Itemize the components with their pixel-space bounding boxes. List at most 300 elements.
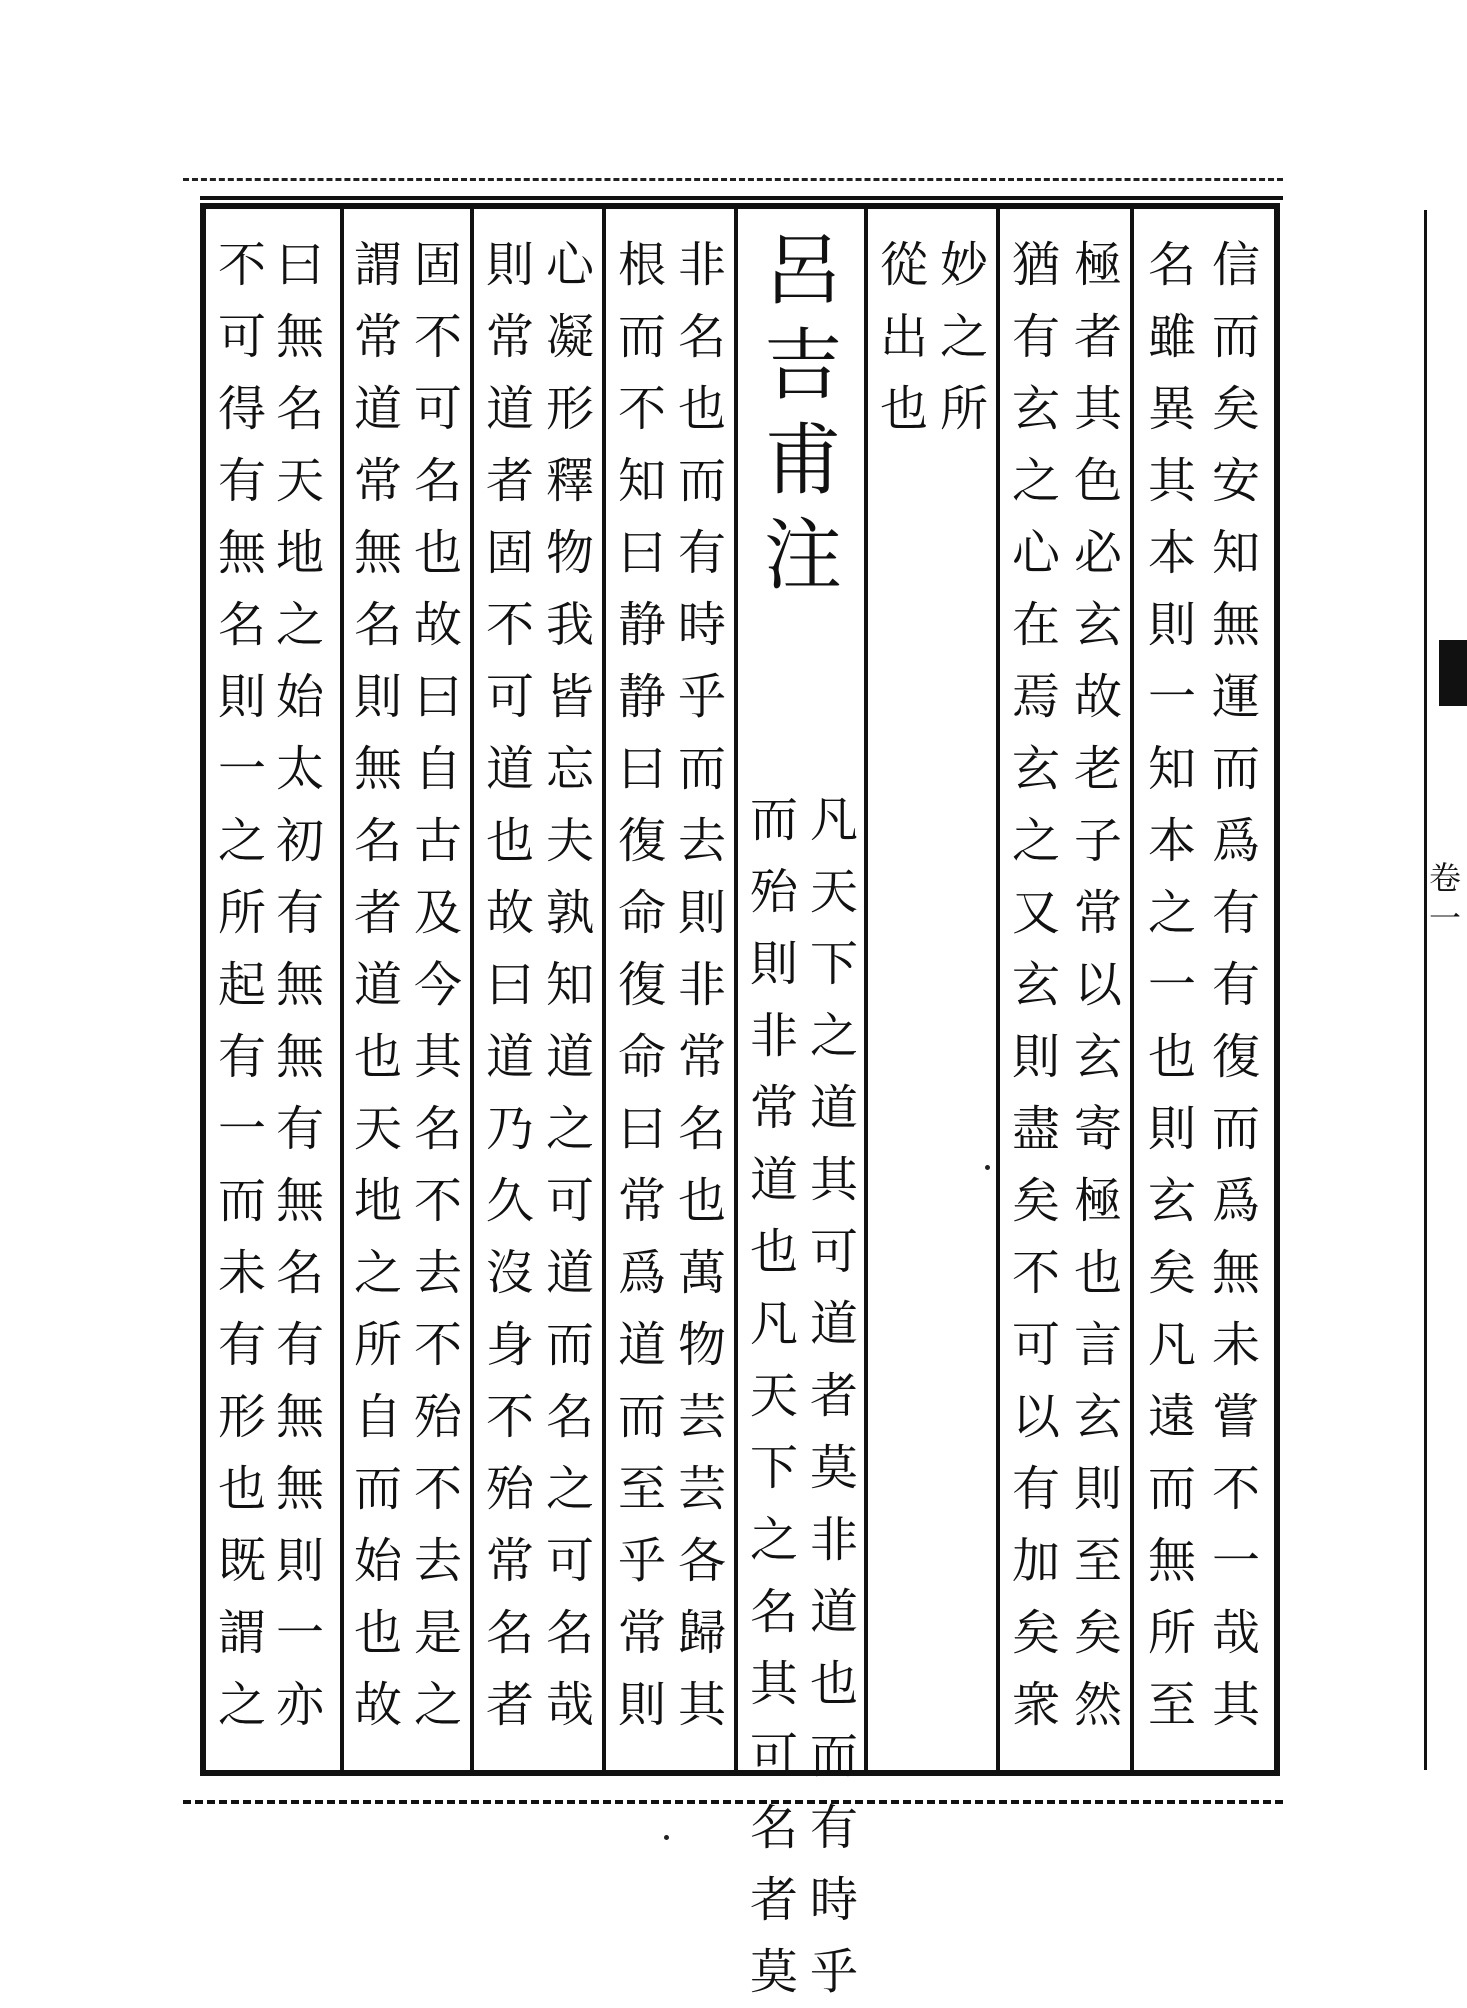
text-char: 之 <box>217 1677 266 1733</box>
text-char: 其 <box>809 1152 858 1208</box>
text-char: 凡 <box>749 1296 798 1352</box>
text-char: 也 <box>749 1224 798 1280</box>
text-char: 而 <box>353 1461 402 1517</box>
text-char: 之 <box>1147 885 1196 941</box>
text-char: 復 <box>617 813 666 869</box>
text-char: 哉 <box>545 1677 594 1733</box>
text-char: 可 <box>545 1533 594 1589</box>
text-char: 曰 <box>413 669 462 725</box>
text-char: 哉 <box>1211 1605 1260 1661</box>
text-char: 無 <box>1211 597 1260 653</box>
text-char: 所 <box>217 885 266 941</box>
column-c3 <box>864 209 996 1770</box>
text-char: 可 <box>1011 1317 1060 1373</box>
text-char: 自 <box>413 741 462 797</box>
text-char: 則 <box>1073 1461 1122 1517</box>
text-char: 殆 <box>413 1389 462 1445</box>
text-char: 道 <box>545 1029 594 1085</box>
text-char: 無 <box>353 741 402 797</box>
text-char: 去 <box>413 1245 462 1301</box>
text-char: 無 <box>217 525 266 581</box>
text-char: 一 <box>1211 1533 1260 1589</box>
text-char: 非 <box>749 1008 798 1064</box>
text-char: 矣 <box>1147 1245 1196 1301</box>
text-char: 所 <box>353 1317 402 1373</box>
text-char: 静 <box>617 597 666 653</box>
text-char: 所 <box>1147 1605 1196 1661</box>
text-char: 之 <box>809 1008 858 1064</box>
text-char: 異 <box>1147 381 1196 437</box>
text-char: 命 <box>617 885 666 941</box>
text-char: 道 <box>353 957 402 1013</box>
text-char: 曰 <box>617 1101 666 1157</box>
text-char: 忘 <box>545 741 594 797</box>
text-char: 而 <box>677 453 726 509</box>
text-char: 之 <box>939 309 988 365</box>
text-char: 有 <box>275 885 324 941</box>
text-char: 可 <box>217 309 266 365</box>
text-char: 有 <box>217 1029 266 1085</box>
ink-speck <box>664 1835 669 1840</box>
text-char: 故 <box>485 885 534 941</box>
line-c6-1 <box>538 229 602 1741</box>
text-char: 不 <box>413 309 462 365</box>
text-char: 凝 <box>545 309 594 365</box>
text-char: 古 <box>413 813 462 869</box>
text-char: 也 <box>1073 1245 1122 1301</box>
text-char: 曰 <box>275 237 324 293</box>
text-char: 去 <box>677 813 726 869</box>
text-char: 玄 <box>1073 1029 1122 1085</box>
text-char: 常 <box>1073 885 1122 941</box>
text-char: 則 <box>217 669 266 725</box>
text-char: 則 <box>1147 1101 1196 1157</box>
text-char: 也 <box>485 813 534 869</box>
text-char: 矣 <box>1011 1605 1060 1661</box>
text-char: 運 <box>1211 669 1260 725</box>
text-char: 形 <box>545 381 594 437</box>
text-char: 而 <box>1147 1461 1196 1517</box>
text-char: 名 <box>677 309 726 365</box>
text-char: 矣 <box>1073 1605 1122 1661</box>
text-char: 復 <box>1211 1029 1260 1085</box>
text-char: 一 <box>217 1101 266 1157</box>
text-char: 物 <box>677 1317 726 1373</box>
text-char: 亦 <box>275 1677 324 1733</box>
text-char: 可 <box>485 669 534 725</box>
text-char: 名 <box>1147 237 1196 293</box>
text-char: 静 <box>617 669 666 725</box>
line-c4-2 <box>742 784 806 2008</box>
text-char: 常 <box>617 1173 666 1229</box>
text-char: 嘗 <box>1211 1389 1260 1445</box>
facing-page-edge <box>1424 210 1467 1770</box>
text-char: 至 <box>1073 1533 1122 1589</box>
text-char: 其 <box>677 1677 726 1733</box>
text-char: 可 <box>809 1224 858 1280</box>
text-char: 得 <box>217 381 266 437</box>
text-char: 必 <box>1073 525 1122 581</box>
text-char: 而 <box>545 1317 594 1373</box>
text-char: 復 <box>617 957 666 1013</box>
column-c5 <box>602 209 734 1770</box>
text-char: 未 <box>217 1245 266 1301</box>
text-char: 殆 <box>749 864 798 920</box>
text-char: 名 <box>545 1389 594 1445</box>
text-char: 爲 <box>617 1245 666 1301</box>
text-char: 常 <box>617 1605 666 1661</box>
text-char: 下 <box>749 1440 798 1496</box>
text-char: 不 <box>1211 1461 1260 1517</box>
text-char: 玄 <box>1147 1173 1196 1229</box>
text-char: 矣 <box>1211 381 1260 437</box>
text-char: 以 <box>1011 1389 1060 1445</box>
text-char: 爲 <box>1211 813 1260 869</box>
text-char: 者 <box>485 1677 534 1733</box>
text-char: 玄 <box>1011 741 1060 797</box>
text-char: 凡 <box>809 792 858 848</box>
text-char: 各 <box>677 1533 726 1589</box>
text-char: 地 <box>275 525 324 581</box>
text-frame <box>200 203 1280 2000</box>
text-char: 之 <box>749 1512 798 1568</box>
text-char: 始 <box>275 669 324 725</box>
text-char: 命 <box>617 1029 666 1085</box>
text-char: 一 <box>1147 669 1196 725</box>
text-char: 沒 <box>485 1245 534 1301</box>
text-char: 則 <box>617 1677 666 1733</box>
text-char: 也 <box>677 381 726 437</box>
text-char: 不 <box>413 1317 462 1373</box>
text-char: 有 <box>1011 1461 1060 1517</box>
text-char: 可 <box>413 381 462 437</box>
text-char: 知 <box>545 957 594 1013</box>
text-char: 而 <box>749 792 798 848</box>
text-char: 芸 <box>677 1389 726 1445</box>
text-char: 本 <box>1147 525 1196 581</box>
text-char: 也 <box>1147 1029 1196 1085</box>
text-char: 萬 <box>677 1245 726 1301</box>
text-char: 曰 <box>617 741 666 797</box>
line-c1-2 <box>1140 229 1204 1741</box>
text-char: 名 <box>485 1605 534 1661</box>
text-char: 天 <box>353 1101 402 1157</box>
text-char: 以 <box>1073 957 1122 1013</box>
text-char: 知 <box>617 453 666 509</box>
text-char: 焉 <box>1011 669 1060 725</box>
text-char: 則 <box>485 237 534 293</box>
column-c4 <box>734 209 864 2000</box>
text-char: 故 <box>353 1677 402 1733</box>
text-char: 物 <box>545 525 594 581</box>
text-char: 初 <box>275 813 324 869</box>
text-char: 猶 <box>1011 237 1060 293</box>
text-char: 所 <box>939 381 988 437</box>
line-c4-1 <box>802 784 866 2008</box>
text-char: 今 <box>413 957 462 1013</box>
text-char: 常 <box>485 309 534 365</box>
text-char: 玄 <box>1011 381 1060 437</box>
text-char: 其 <box>1211 1677 1260 1733</box>
text-char: 有 <box>275 1317 324 1373</box>
text-char: 孰 <box>545 885 594 941</box>
text-char: 也 <box>677 1173 726 1229</box>
text-char: 名 <box>677 1101 726 1157</box>
line-c7-2 <box>346 229 410 1741</box>
text-char: 歸 <box>677 1605 726 1661</box>
text-char: 皆 <box>545 669 594 725</box>
text-char: 不 <box>217 237 266 293</box>
text-char: 一 <box>1147 957 1196 1013</box>
line-c7-1 <box>406 229 470 1741</box>
text-char: 不 <box>617 381 666 437</box>
text-char: 安 <box>1211 453 1260 509</box>
text-char: 其 <box>749 1656 798 1712</box>
text-char: 然 <box>1073 1677 1122 1733</box>
text-char: 釋 <box>545 453 594 509</box>
line-c6-2 <box>478 229 542 1741</box>
text-char: 言 <box>1073 1317 1122 1373</box>
text-char: 無 <box>275 309 324 365</box>
text-char: 妙 <box>939 237 988 293</box>
text-char: 非 <box>809 1512 858 1568</box>
text-char: 衆 <box>1011 1677 1060 1733</box>
text-char: 也 <box>353 1605 402 1661</box>
text-char: 根 <box>617 237 666 293</box>
text-char: 常 <box>749 1080 798 1136</box>
text-char: 地 <box>353 1173 402 1229</box>
text-char: 曰 <box>617 525 666 581</box>
text-char: 則 <box>353 669 402 725</box>
text-char: 乃 <box>485 1101 534 1157</box>
column-c8 <box>206 209 340 1770</box>
column-c1 <box>1130 209 1274 1770</box>
text-char: 始 <box>353 1533 402 1589</box>
text-char: 凡 <box>1147 1317 1196 1373</box>
text-char: 有 <box>809 1800 858 1856</box>
line-c2-2 <box>1004 229 1068 1741</box>
text-char: 久 <box>485 1173 534 1229</box>
text-char: 其 <box>413 1029 462 1085</box>
text-char: 注 <box>763 511 842 601</box>
text-char: 未 <box>1211 1317 1260 1373</box>
text-char: 名 <box>545 1605 594 1661</box>
text-char: 時 <box>677 597 726 653</box>
text-char: 之 <box>275 597 324 653</box>
text-char: 子 <box>1073 813 1122 869</box>
text-char: 非 <box>677 237 726 293</box>
fold-mark-block <box>1439 640 1467 706</box>
text-char: 極 <box>1073 1173 1122 1229</box>
text-char: 也 <box>879 381 928 437</box>
text-char: 心 <box>1011 525 1060 581</box>
text-char: 故 <box>413 597 462 653</box>
text-char: 則 <box>1011 1029 1060 1085</box>
text-char: 之 <box>217 813 266 869</box>
column-c6 <box>470 209 602 1770</box>
text-char: 名 <box>353 813 402 869</box>
text-char: 身 <box>485 1317 534 1373</box>
text-char: 乎 <box>617 1533 666 1589</box>
text-char: 名 <box>275 1245 324 1301</box>
text-char: 有 <box>275 1101 324 1157</box>
text-char: 遠 <box>1147 1389 1196 1445</box>
text-char: 常 <box>353 453 402 509</box>
text-char: 自 <box>353 1389 402 1445</box>
text-char: 也 <box>413 525 462 581</box>
text-char: 太 <box>275 741 324 797</box>
text-char: 玄 <box>1011 957 1060 1013</box>
text-char: 無 <box>275 957 324 1013</box>
line-c8-1 <box>268 229 332 1741</box>
text-char: 殆 <box>485 1461 534 1517</box>
text-char: 也 <box>217 1461 266 1517</box>
text-char: 莫 <box>749 1944 798 2000</box>
text-char: 極 <box>1073 237 1122 293</box>
text-char: 謂 <box>353 237 402 293</box>
text-char: 信 <box>1211 237 1260 293</box>
text-char: 乎 <box>677 669 726 725</box>
text-char: 則 <box>677 885 726 941</box>
text-char: 知 <box>1147 741 1196 797</box>
text-char: 有 <box>1211 957 1260 1013</box>
edge-mark-juan: 卷 <box>1428 859 1461 897</box>
text-char: 出 <box>879 309 928 365</box>
text-char: 名 <box>353 597 402 653</box>
text-char: 矣 <box>1011 1173 1060 1229</box>
text-char: 則 <box>749 936 798 992</box>
line-c2-1 <box>1066 229 1130 1741</box>
bottom-broken-rule <box>183 1800 1283 1810</box>
text-char: 者 <box>353 885 402 941</box>
text-char: 之 <box>353 1245 402 1301</box>
text-char: 有 <box>677 525 726 581</box>
text-char: 固 <box>485 525 534 581</box>
text-char: 則 <box>275 1533 324 1589</box>
text-char: 一 <box>217 741 266 797</box>
text-char: 下 <box>809 936 858 992</box>
text-char: 道 <box>485 1029 534 1085</box>
text-char: 寄 <box>1073 1101 1122 1157</box>
text-char: 可 <box>749 1728 798 1784</box>
text-char: 而 <box>677 741 726 797</box>
text-char: 不 <box>1011 1245 1060 1301</box>
text-char: 及 <box>413 885 462 941</box>
text-char: 玄 <box>1073 1389 1122 1445</box>
text-char: 無 <box>1211 1245 1260 1301</box>
top-broken-rule <box>183 178 1283 191</box>
text-char: 吉 <box>763 321 842 411</box>
text-char: 而 <box>617 1389 666 1445</box>
text-char: 加 <box>1011 1533 1060 1589</box>
text-char: 有 <box>1211 885 1260 941</box>
text-char: 常 <box>353 309 402 365</box>
text-char: 芸 <box>677 1461 726 1517</box>
text-char: 時 <box>809 1872 858 1928</box>
text-char: 常 <box>677 1029 726 1085</box>
text-char: 者 <box>1073 309 1122 365</box>
column-c2 <box>996 209 1130 1770</box>
text-char: 有 <box>217 1317 266 1373</box>
text-char: 在 <box>1011 597 1060 653</box>
text-char: 而 <box>1211 741 1260 797</box>
text-char: 者 <box>749 1872 798 1928</box>
text-char: 而 <box>1211 1101 1260 1157</box>
text-char: 之 <box>1011 453 1060 509</box>
text-char: 無 <box>275 1173 324 1229</box>
text-char: 名 <box>275 381 324 437</box>
text-char: 去 <box>413 1533 462 1589</box>
text-char: 爲 <box>1211 1173 1260 1229</box>
text-char: 之 <box>413 1677 462 1733</box>
text-char: 乎 <box>809 1944 858 2000</box>
text-char: 名 <box>413 453 462 509</box>
text-char: 則 <box>1147 597 1196 653</box>
text-char: 其 <box>1147 453 1196 509</box>
text-char: 不 <box>485 597 534 653</box>
text-char: 道 <box>809 1296 858 1352</box>
text-char: 道 <box>617 1317 666 1373</box>
text-char: 道 <box>809 1584 858 1640</box>
text-char: 之 <box>1011 813 1060 869</box>
text-char: 道 <box>749 1152 798 1208</box>
text-char: 曰 <box>485 957 534 1013</box>
text-char: 名 <box>749 1800 798 1856</box>
line-c3-2 <box>872 229 936 445</box>
text-char: 道 <box>485 381 534 437</box>
text-char: 之 <box>545 1461 594 1517</box>
text-char: 而 <box>809 1728 858 1784</box>
text-char: 名 <box>413 1101 462 1157</box>
text-char: 道 <box>485 741 534 797</box>
column-c7 <box>340 209 470 1770</box>
text-char: 玄 <box>1073 597 1122 653</box>
line-c1-1 <box>1204 229 1268 1741</box>
text-char: 甫 <box>763 416 842 506</box>
text-char: 不 <box>413 1461 462 1517</box>
text-char: 者 <box>809 1368 858 1424</box>
text-char: 一 <box>275 1605 324 1661</box>
text-char: 呂 <box>763 226 842 316</box>
ink-speck <box>985 1165 990 1170</box>
text-char: 名 <box>217 597 266 653</box>
text-char: 道 <box>809 1080 858 1136</box>
text-char: 非 <box>677 957 726 1013</box>
text-char: 有 <box>217 453 266 509</box>
text-char: 道 <box>545 1245 594 1301</box>
text-char: 心 <box>545 237 594 293</box>
line-c5-1 <box>670 229 734 1741</box>
text-char: 又 <box>1011 885 1060 941</box>
text-char: 者 <box>485 453 534 509</box>
text-char: 不 <box>485 1389 534 1445</box>
text-char: 無 <box>275 1389 324 1445</box>
text-char: 其 <box>1073 381 1122 437</box>
text-char: 故 <box>1073 669 1122 725</box>
text-char: 至 <box>1147 1677 1196 1733</box>
text-char: 雖 <box>1147 309 1196 365</box>
text-char: 不 <box>413 1173 462 1229</box>
text-char: 之 <box>545 1101 594 1157</box>
line-c8-2 <box>210 229 274 1741</box>
text-char: 天 <box>749 1368 798 1424</box>
text-char: 形 <box>217 1389 266 1445</box>
text-char: 莫 <box>809 1440 858 1496</box>
text-char: 天 <box>275 453 324 509</box>
text-char: 盡 <box>1011 1101 1060 1157</box>
text-char: 起 <box>217 957 266 1013</box>
text-char: 而 <box>217 1173 266 1229</box>
